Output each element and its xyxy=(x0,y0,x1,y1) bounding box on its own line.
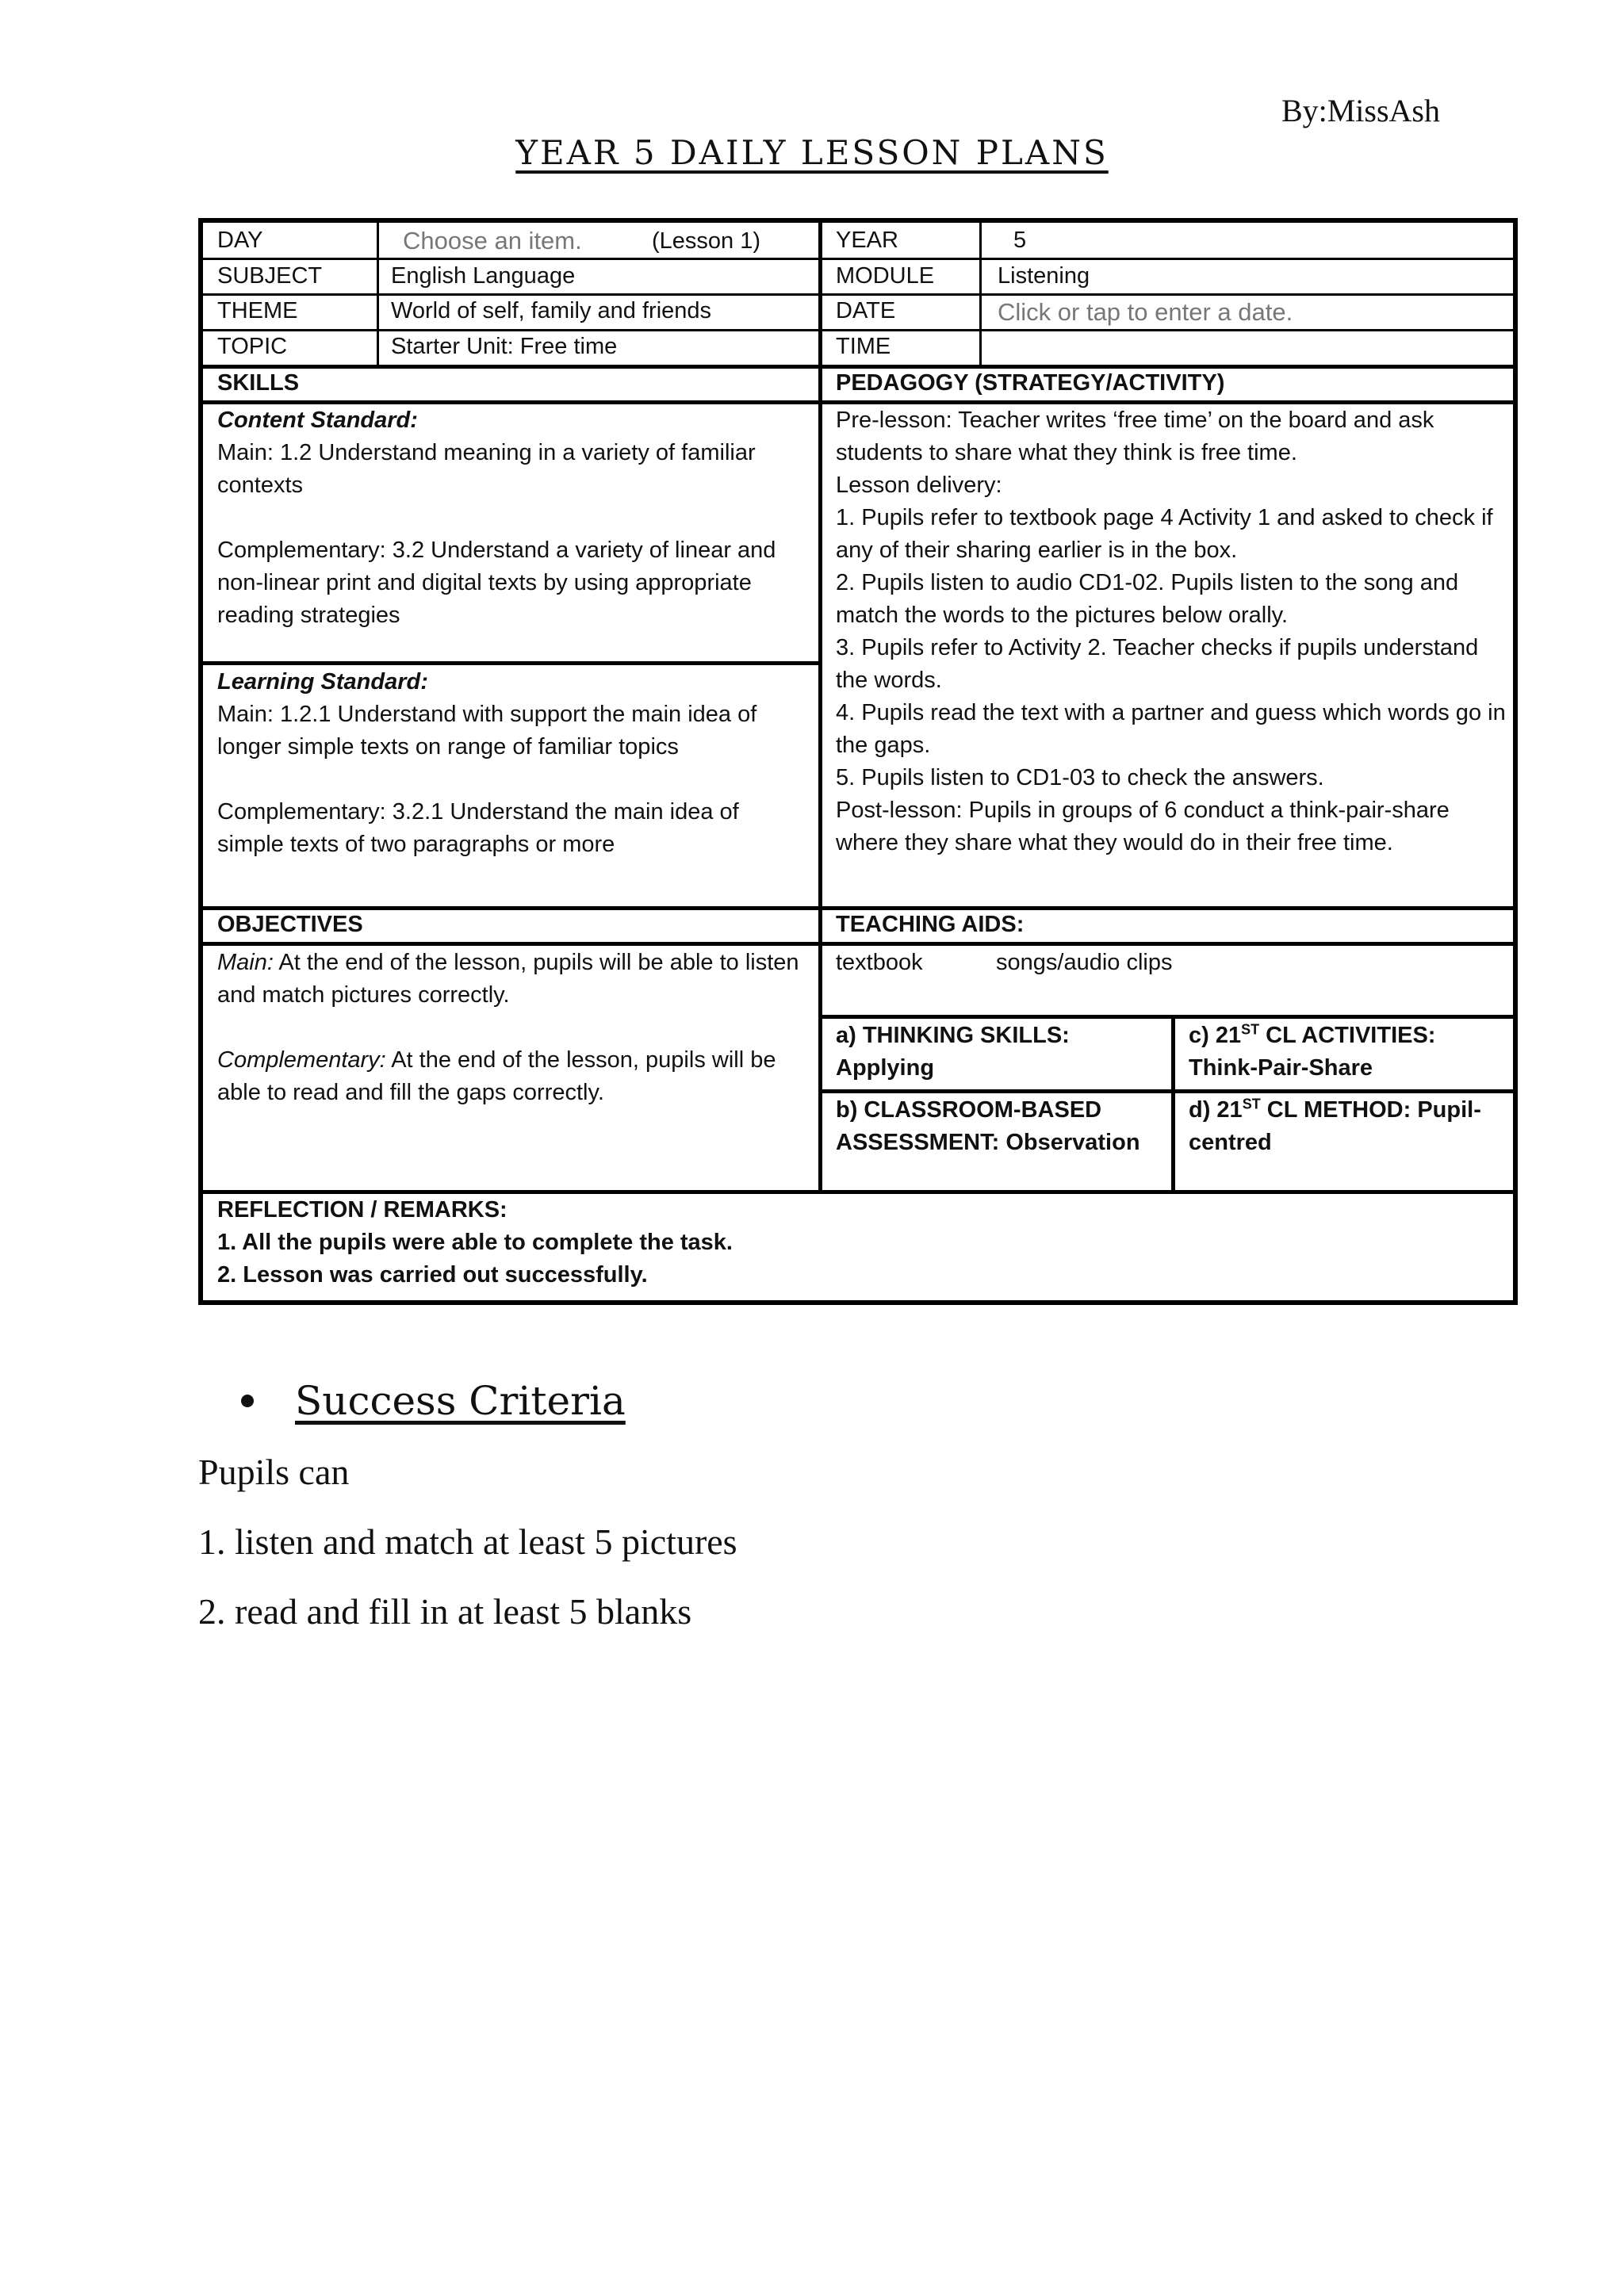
teaching-aid-item: songs/audio clips xyxy=(996,950,1173,975)
pedagogy-steps xyxy=(836,404,1511,859)
pedagogy-line: Pre-lesson: Teacher writes ‘free time’ on the board and ask students to share what they think is free time. xyxy=(836,408,1434,465)
objective-main-label: Main: xyxy=(217,950,274,975)
learning-standard xyxy=(217,666,810,861)
objectives-heading: OBJECTIVES xyxy=(217,912,363,937)
thinking-skills-label: a) THINKING SKILLS: xyxy=(836,1023,1070,1048)
success-criteria-item: 2. read and fill in at least 5 blanks xyxy=(198,1591,692,1632)
time-label: TIME xyxy=(836,334,891,359)
reflection-heading: REFLECTION / REMARKS: xyxy=(217,1197,508,1223)
date-picker[interactable]: Click or tap to enter a date. xyxy=(998,298,1293,326)
objective-main-text: At the end of the lesson, pupils will be able to listen and match pictures correctly. xyxy=(217,950,799,1008)
pedagogy-line: 5. Pupils listen to CD1-03 to check the answers. xyxy=(836,765,1324,790)
assessment-label: b) CLASSROOM-BASED xyxy=(836,1097,1102,1123)
pedagogy-line: 4. Pupils read the text with a partner and guess which words go in the gaps. xyxy=(836,700,1506,758)
teaching-aid-item: textbook xyxy=(836,950,923,975)
row-divider xyxy=(820,1015,1513,1019)
skills-heading: SKILLS xyxy=(217,370,300,396)
theme-label: THEME xyxy=(217,298,298,323)
thinking-skills-box xyxy=(836,1020,1070,1085)
col-divider xyxy=(818,223,822,1190)
col-divider xyxy=(1171,1015,1175,1190)
col-divider xyxy=(979,223,982,365)
teaching-aids-heading: TEACHING AIDS: xyxy=(836,912,1025,937)
objectives-body xyxy=(217,947,810,1109)
cl-activities-value: Think-Pair-Share xyxy=(1189,1055,1373,1081)
subject-label: SUBJECT xyxy=(217,263,323,289)
pedagogy-line: 2. Pupils listen to audio CD1-02. Pupils listen to the song and match the words to the pictures below orally. xyxy=(836,570,1459,628)
objective-complementary-text: At the end of the lesson, pupils will be able to read and fill the gaps correctly. xyxy=(217,1047,776,1105)
topic-value: Starter Unit: Free time xyxy=(391,334,618,359)
reflection-box xyxy=(217,1194,733,1292)
pedagogy-heading: PEDAGOGY (STRATEGY/ACTIVITY) xyxy=(836,370,1225,396)
row-divider xyxy=(203,661,820,665)
author-byline: By:MissAsh xyxy=(1281,93,1440,128)
module-label: MODULE xyxy=(836,263,935,289)
pedagogy-line: Post-lesson: Pupils in groups of 6 conduct a think-pair-share where they share what they would do in their free time. xyxy=(836,798,1450,855)
col-divider xyxy=(377,223,379,365)
success-criteria-title: Success Criteria xyxy=(295,1378,626,1424)
year-value: 5 xyxy=(1013,228,1027,253)
subject-value: English Language xyxy=(391,263,576,289)
lesson-plan-table xyxy=(198,218,1518,1305)
success-criteria-heading xyxy=(241,1378,626,1424)
reflection-item: 1. All the pupils were able to complete the task. xyxy=(217,1230,733,1255)
cl-method-label: d) 21ST CL METHOD: Pupil- xyxy=(1189,1096,1481,1123)
lesson-number: (Lesson 1) xyxy=(652,228,761,254)
cl-activities-box xyxy=(1189,1020,1435,1085)
content-standard-heading: Content Standard: xyxy=(217,408,418,433)
topic-label: TOPIC xyxy=(217,334,288,359)
module-value: Listening xyxy=(998,263,1090,289)
date-label: DATE xyxy=(836,298,896,323)
document-title: YEAR 5 DAILY LESSON PLANS xyxy=(515,133,1109,172)
assessment-box xyxy=(836,1094,1140,1159)
pedagogy-line: 3. Pupils refer to Activity 2. Teacher checks if pupils understand the words. xyxy=(836,635,1479,693)
row-divider xyxy=(203,942,1513,946)
day-select[interactable]: Choose an item. xyxy=(403,227,582,254)
assessment-value: ASSESSMENT: Observation xyxy=(836,1130,1140,1155)
thinking-skills-value: Applying xyxy=(836,1055,935,1081)
pedagogy-line: 1. Pupils refer to textbook page 4 Activity 1 and asked to check if any of their sharing earlier is in the box. xyxy=(836,505,1493,563)
reflection-item: 2. Lesson was carried out successfully. xyxy=(217,1262,648,1288)
success-criteria-item: 1. listen and match at least 5 pictures xyxy=(198,1521,737,1562)
cl-activities-label: c) 21ST CL ACTIVITIES: xyxy=(1189,1021,1436,1048)
learning-standard-heading: Learning Standard: xyxy=(217,669,428,695)
day-label: DAY xyxy=(217,228,263,253)
theme-value: World of self, family and friends xyxy=(391,298,712,323)
bullet-icon xyxy=(241,1395,254,1407)
content-standard xyxy=(217,404,810,632)
content-standard-complementary: Complementary: 3.2 Understand a variety of linear and non-linear print and digital texts by using appropriate reading strategies xyxy=(217,538,776,628)
year-label: YEAR xyxy=(836,228,898,253)
pedagogy-line: Lesson delivery: xyxy=(836,473,1002,498)
objective-complementary-label: Complementary: xyxy=(217,1047,386,1073)
row-divider xyxy=(820,1089,1513,1093)
success-criteria-intro: Pupils can xyxy=(198,1452,350,1492)
cl-method-box xyxy=(1189,1094,1481,1159)
content-standard-main: Main: 1.2 Understand meaning in a variety of familiar contexts xyxy=(217,440,756,498)
cl-method-value: centred xyxy=(1189,1130,1272,1155)
learning-standard-main: Main: 1.2.1 Understand with support the main idea of longer simple texts on range of familiar topics xyxy=(217,702,757,760)
learning-standard-complementary: Complementary: 3.2.1 Understand the main idea of simple texts of two paragraphs or more xyxy=(217,799,739,857)
